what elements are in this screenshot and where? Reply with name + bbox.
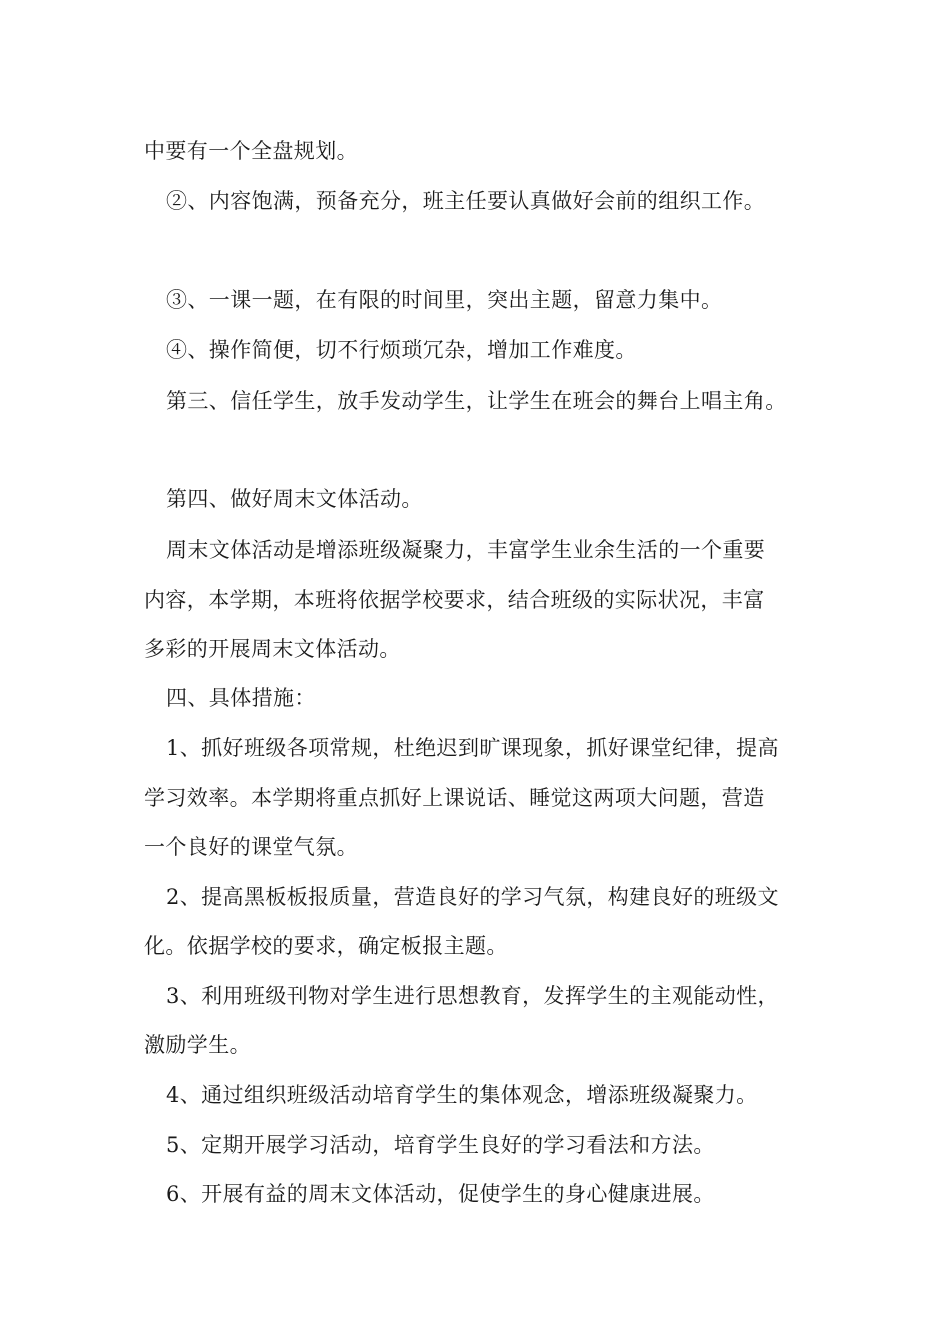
text-line: 6、开展有益的周末文体活动，促使学生的身心健康进展。 bbox=[166, 1182, 715, 1206]
text-line: ③、一课一题，在有限的时间里，突出主题，留意力集中。 bbox=[166, 288, 723, 312]
text-line: 多彩的开展周末文体活动。 bbox=[144, 637, 401, 661]
text-line: 学习效率。本学期将重点抓好上课说话、睡觉这两项大问题，营造 bbox=[144, 786, 765, 810]
text-line: 周末文体活动是增添班级凝聚力，丰富学生业余生活的一个重要 bbox=[166, 538, 766, 562]
text-line: 激励学生。 bbox=[144, 1033, 251, 1057]
text-line: 化。依据学校的要求，确定板报主题。 bbox=[144, 934, 508, 958]
text-line: 中要有一个全盘规划。 bbox=[144, 139, 358, 163]
text-line: 四、具体措施： bbox=[166, 686, 316, 710]
text-line: 5、定期开展学习活动，培育学生良好的学习看法和方法。 bbox=[166, 1133, 715, 1157]
text-line: 2、提高黑板板报质量，营造良好的学习气氛，构建良好的班级文 bbox=[166, 885, 779, 909]
text-line: 3、利用班级刊物对学生进行思想教育，发挥学生的主观能动性， bbox=[166, 984, 779, 1008]
text-line: 1、抓好班级各项常规，杜绝迟到旷课现象，抓好课堂纪律，提高 bbox=[166, 736, 779, 760]
text-line: 第四、做好周末文体活动。 bbox=[166, 487, 423, 511]
text-line: 4、通过组织班级活动培育学生的集体观念，增添班级凝聚力。 bbox=[166, 1083, 758, 1107]
text-line: 一个良好的课堂气氛。 bbox=[144, 835, 358, 859]
text-line: ②、内容饱满，预备充分，班主任要认真做好会前的组织工作。 bbox=[166, 189, 766, 213]
text-line: ④、操作简便，切不行烦琐冗杂，增加工作难度。 bbox=[166, 338, 637, 362]
text-line: 内容，本学期，本班将依据学校要求，结合班级的实际状况，丰富 bbox=[144, 588, 765, 612]
text-line: 第三、信任学生，放手发动学生，让学生在班会的舞台上唱主角。 bbox=[166, 389, 787, 413]
